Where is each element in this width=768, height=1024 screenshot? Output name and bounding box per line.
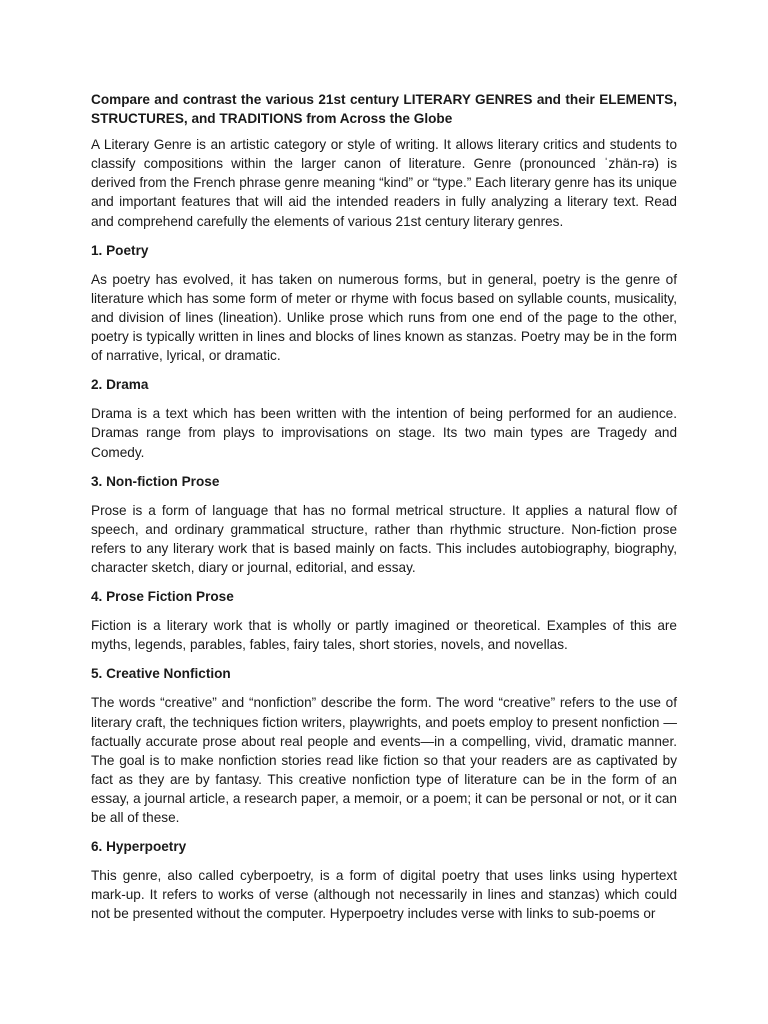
section-heading-hyperpoetry: 6. Hyperpoetry [91,839,187,855]
section-body-non-fiction-prose: Prose is a form of language that has no formal metrical structure. It applies a natural flow of speech, and ordinary grammatical structure, rather than rhythmic structure. Non-fiction prose refers to any literary work that is based mainly on facts. This includes autobiography, biography, character sketch, diary or journal, editorial, and essay. [91,502,677,575]
section-heading-non-fiction-prose: 3. Non-fiction Prose [91,473,220,489]
section-body-poetry: As poetry has evolved, it has taken on numerous forms, but in general, poetry is the genre of literature which has some form of meter or rhyme with focus based on syllable counts, musicality, and division of lines (lineation). Unlike prose which runs from one end of the page to the other, poetry is typically written in lines and blocks of lines known as stanzas. Poetry may be in the form of narrative, lyrical, or dramatic. [91,271,677,364]
section-heading-poetry: 1. Poetry [91,242,149,258]
intro-paragraph: A Literary Genre is an artistic category or style of writing. It allows literary critics and students to classify compositions within the larger canon of literature. Genre (pronounced ˈzhän-rə) is derived from the French phrase genre meaning “kind” or “type.” Each literary genre has its unique and important features that will aid the intended readers in fully analyzing a literary text. Read and comprehend carefully the elements of various 21st century literary genres. [91,137,677,229]
document-title: Compare and contrast the various 21st century LITERARY GENRES and their ELEMENTS, STRUCTURES, and TRADITIONS from Across the Globe [91,92,677,127]
section-body-hyperpoetry: This genre, also called cyberpoetry, is a form of digital poetry that uses links using hypertext mark-up. It refers to works of verse (although not necessarily in lines and stanzas) which could not be presented without the computer. Hyperpoetry includes verse with links to sub-poems or [91,868,677,922]
section-body-drama: Drama is a text which has been written with the intention of being performed for an audience. Dramas range from plays to improvisations on stage. Its two main types are Tragedy and Comedy. [91,406,677,460]
document-page [91,90,677,933]
section-heading-prose-fiction: 4. Prose Fiction Prose [91,589,234,605]
section-body-creative-nonfiction: The words “creative” and “nonfiction” describe the form. The word “creative” refers to the use of literary craft, the techniques fiction writers, playwrights, and poets employ to present nonfiction —factually accurate prose about real people and events—in a compelling, vivid, dramatic manner. The goal is to make nonfiction stories read like fiction so that your readers are as captivated by fact as they are by fantasy. This creative nonfiction type of literature can be in the form of an essay, a journal article, a research paper, a memoir, or a poem; it can be personal or not, or it can be all of these. [91,695,677,825]
section-heading-drama: 2. Drama [91,377,149,393]
section-body-prose-fiction: Fiction is a literary work that is wholly or partly imagined or theoretical. Examples of this are myths, legends, parables, fables, fairy tales, short stories, novels, and novellas. [91,618,677,653]
section-heading-creative-nonfiction: 5. Creative Nonfiction [91,666,231,682]
